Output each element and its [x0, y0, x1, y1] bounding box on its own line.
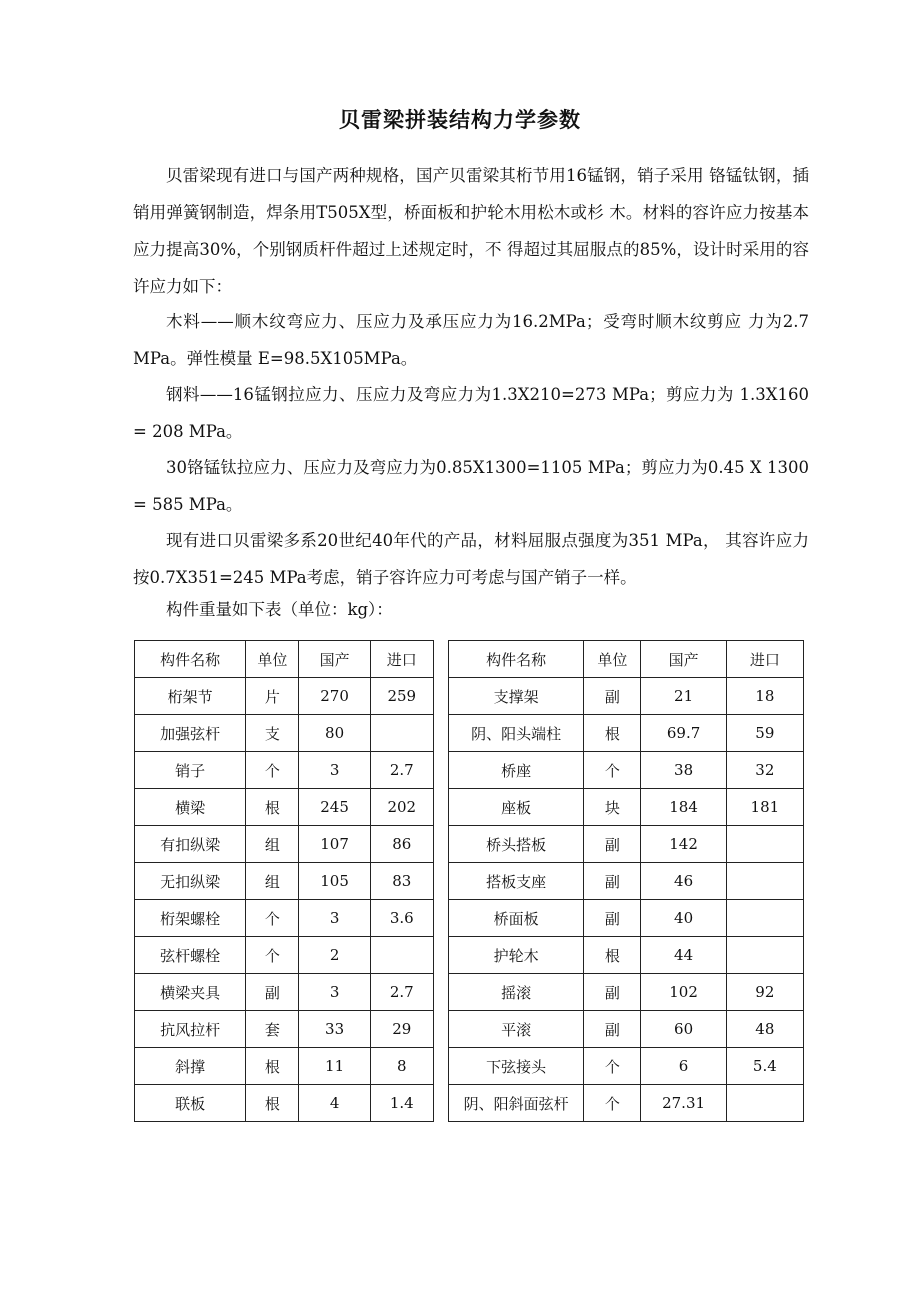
- table-row: [135, 937, 804, 974]
- table-gap: [433, 863, 448, 900]
- cell-domestic-left: 105: [299, 863, 370, 900]
- cell-name-right: 护轮木: [448, 937, 583, 974]
- cell-name-left: 抗风拉杆: [135, 1011, 246, 1048]
- cell-imported-left: 2.7: [370, 752, 433, 789]
- cell-unit-right: 个: [584, 1048, 641, 1085]
- cell-domestic-right: 40: [641, 900, 726, 937]
- table-gap: [433, 715, 448, 752]
- cell-unit-left: 支: [246, 715, 299, 752]
- table-gap: [433, 937, 448, 974]
- cell-name-left: 有扣纵梁: [135, 826, 246, 863]
- paragraph-intro: [133, 157, 809, 305]
- cell-imported-left: 2.7: [370, 974, 433, 1011]
- cell-unit-left: 组: [246, 863, 299, 900]
- cell-unit-right: 副: [584, 1011, 641, 1048]
- cell-imported-right: 181: [726, 789, 803, 826]
- cell-imported-left: 8: [370, 1048, 433, 1085]
- cell-name-right: 阴、阳斜面弦杆: [448, 1085, 583, 1122]
- cell-domestic-right: 60: [641, 1011, 726, 1048]
- cell-unit-left: 个: [246, 900, 299, 937]
- table-gap: [433, 1085, 448, 1122]
- cell-name-left: 加强弦杆: [135, 715, 246, 752]
- cell-unit-left: 套: [246, 1011, 299, 1048]
- cell-domestic-right: 6: [641, 1048, 726, 1085]
- table-gap: [433, 678, 448, 715]
- cell-unit-right: 块: [584, 789, 641, 826]
- cell-name-left: 弦杆螺栓: [135, 937, 246, 974]
- paragraph-text: 构件重量如下表（单位：kg）：: [166, 600, 393, 619]
- cell-imported-left: [370, 715, 433, 752]
- cell-domestic-left: 4: [299, 1085, 370, 1122]
- cell-name-left: 销子: [135, 752, 246, 789]
- cell-unit-right: 个: [584, 1085, 641, 1122]
- cell-domestic-left: 33: [299, 1011, 370, 1048]
- cell-name-left: 横梁夹具: [135, 974, 246, 1011]
- cell-unit-left: 个: [246, 937, 299, 974]
- header-imported-right: 进口: [726, 641, 803, 678]
- cell-domestic-left: 3: [299, 900, 370, 937]
- cell-imported-left: 29: [370, 1011, 433, 1048]
- table-row: [135, 974, 804, 1011]
- table-body: [135, 678, 804, 1122]
- paragraph-text: 木料——顺木纹弯应力、压应力及承压应力为16.2MPa；受弯时顺木纹剪应 力为2.7 MPa。弹性模量 E=98.5X105MPa。: [133, 312, 809, 368]
- paragraph-text: 30铬锰钛拉应力、压应力及弯应力为0.85X1300=1105 MPa；剪应力为0.45 X 1300 = 585 MPa。: [133, 458, 809, 514]
- header-unit-right: 单位: [584, 641, 641, 678]
- cell-name-left: 联板: [135, 1085, 246, 1122]
- cell-domestic-right: 38: [641, 752, 726, 789]
- table-row: [135, 900, 804, 937]
- table-gap: [433, 974, 448, 1011]
- cell-imported-right: 32: [726, 752, 803, 789]
- cell-domestic-left: 107: [299, 826, 370, 863]
- cell-unit-left: 组: [246, 826, 299, 863]
- cell-imported-left: 259: [370, 678, 433, 715]
- cell-domestic-left: 2: [299, 937, 370, 974]
- cell-name-right: 桥面板: [448, 900, 583, 937]
- table-row: [135, 826, 804, 863]
- header-name-right: 构件名称: [448, 641, 583, 678]
- cell-imported-right: 59: [726, 715, 803, 752]
- cell-domestic-right: 184: [641, 789, 726, 826]
- header-domestic-left: 国产: [299, 641, 370, 678]
- paragraph-table-caption: [133, 591, 809, 628]
- table-row: [135, 1085, 804, 1122]
- cell-domestic-right: 27.31: [641, 1085, 726, 1122]
- cell-domestic-left: 245: [299, 789, 370, 826]
- table-gap: [433, 1048, 448, 1085]
- table-header-row: [135, 641, 804, 678]
- component-weight-table: [134, 640, 804, 1122]
- cell-imported-right: 92: [726, 974, 803, 1011]
- paragraph-text: 钢料——16锰钢拉应力、压应力及弯应力为1.3X210=273 MPa；剪应力为 1.3X160 = 208 MPa。: [133, 385, 809, 441]
- cell-name-right: 下弦接头: [448, 1048, 583, 1085]
- cell-unit-left: 片: [246, 678, 299, 715]
- cell-imported-right: [726, 1085, 803, 1122]
- cell-unit-left: 根: [246, 1085, 299, 1122]
- cell-imported-right: [726, 863, 803, 900]
- cell-name-right: 平滚: [448, 1011, 583, 1048]
- table-row: [135, 1048, 804, 1085]
- cell-imported-right: 18: [726, 678, 803, 715]
- table-row: [135, 789, 804, 826]
- cell-unit-right: 副: [584, 678, 641, 715]
- paragraph-text: 现有进口贝雷梁多系20世纪40年代的产品，材料屈服点强度为351 MPa， 其容许应力按0.7X351=245 MPa考虑，销子容许应力可考虑与国产销子一样。: [133, 531, 809, 587]
- cell-name-right: 桥头搭板: [448, 826, 583, 863]
- cell-imported-right: [726, 900, 803, 937]
- paragraph-steel: [133, 376, 809, 450]
- cell-domestic-left: 270: [299, 678, 370, 715]
- cell-unit-left: 根: [246, 1048, 299, 1085]
- cell-domestic-left: 11: [299, 1048, 370, 1085]
- cell-domestic-right: 44: [641, 937, 726, 974]
- cell-unit-right: 副: [584, 900, 641, 937]
- table-row: [135, 752, 804, 789]
- paragraph-crmnti: [133, 449, 809, 523]
- table-row: [135, 715, 804, 752]
- cell-domestic-right: 102: [641, 974, 726, 1011]
- cell-unit-right: 副: [584, 974, 641, 1011]
- cell-name-left: 横梁: [135, 789, 246, 826]
- cell-domestic-left: 3: [299, 974, 370, 1011]
- table-gap: [433, 789, 448, 826]
- table-row: [135, 863, 804, 900]
- cell-name-left: 无扣纵梁: [135, 863, 246, 900]
- header-imported-left: 进口: [370, 641, 433, 678]
- cell-imported-left: 3.6: [370, 900, 433, 937]
- cell-unit-left: 副: [246, 974, 299, 1011]
- cell-unit-right: 副: [584, 826, 641, 863]
- table-gap: [433, 900, 448, 937]
- cell-domestic-right: 21: [641, 678, 726, 715]
- header-name-left: 构件名称: [135, 641, 246, 678]
- table-row: [135, 1011, 804, 1048]
- cell-imported-right: [726, 937, 803, 974]
- table-gap: [433, 752, 448, 789]
- paragraph-text: 贝雷梁现有进口与国产两种规格，国产贝雷梁其桁节用16锰钢，销子采用 铬锰钛钢，插销用弹簧钢制造，焊条用T505X型，桥面板和护轮木用松木或杉 木。材料的容许应力按基本应力提高30%，个别钢质杆件超过上述规定时，不 得超过其屈服点的85%，设计时采用的容许应力如下：: [133, 166, 809, 296]
- table-gap: [433, 1011, 448, 1048]
- cell-name-right: 桥座: [448, 752, 583, 789]
- cell-imported-left: 83: [370, 863, 433, 900]
- cell-unit-left: 根: [246, 789, 299, 826]
- cell-imported-right: 5.4: [726, 1048, 803, 1085]
- cell-unit-right: 根: [584, 715, 641, 752]
- paragraph-imported: [133, 522, 809, 596]
- cell-domestic-right: 46: [641, 863, 726, 900]
- cell-name-right: 支撑架: [448, 678, 583, 715]
- cell-imported-left: 1.4: [370, 1085, 433, 1122]
- cell-name-left: 斜撑: [135, 1048, 246, 1085]
- cell-name-left: 桁架螺栓: [135, 900, 246, 937]
- table-gap: [433, 641, 448, 678]
- cell-imported-left: [370, 937, 433, 974]
- cell-domestic-left: 3: [299, 752, 370, 789]
- cell-domestic-right: 69.7: [641, 715, 726, 752]
- cell-domestic-right: 142: [641, 826, 726, 863]
- cell-imported-left: 202: [370, 789, 433, 826]
- cell-unit-right: 根: [584, 937, 641, 974]
- cell-domestic-left: 80: [299, 715, 370, 752]
- cell-unit-right: 个: [584, 752, 641, 789]
- header-domestic-right: 国产: [641, 641, 726, 678]
- paragraph-wood: [133, 303, 809, 377]
- cell-name-left: 桁架节: [135, 678, 246, 715]
- header-unit-left: 单位: [246, 641, 299, 678]
- table-row: [135, 678, 804, 715]
- cell-unit-right: 副: [584, 863, 641, 900]
- cell-name-right: 摇滚: [448, 974, 583, 1011]
- page-title: 贝雷梁拼装结构力学参数: [339, 108, 581, 132]
- cell-imported-right: [726, 826, 803, 863]
- cell-name-right: 阴、阳头端柱: [448, 715, 583, 752]
- cell-unit-left: 个: [246, 752, 299, 789]
- cell-name-right: 座板: [448, 789, 583, 826]
- table-gap: [433, 826, 448, 863]
- cell-imported-left: 86: [370, 826, 433, 863]
- cell-name-right: 搭板支座: [448, 863, 583, 900]
- cell-imported-right: 48: [726, 1011, 803, 1048]
